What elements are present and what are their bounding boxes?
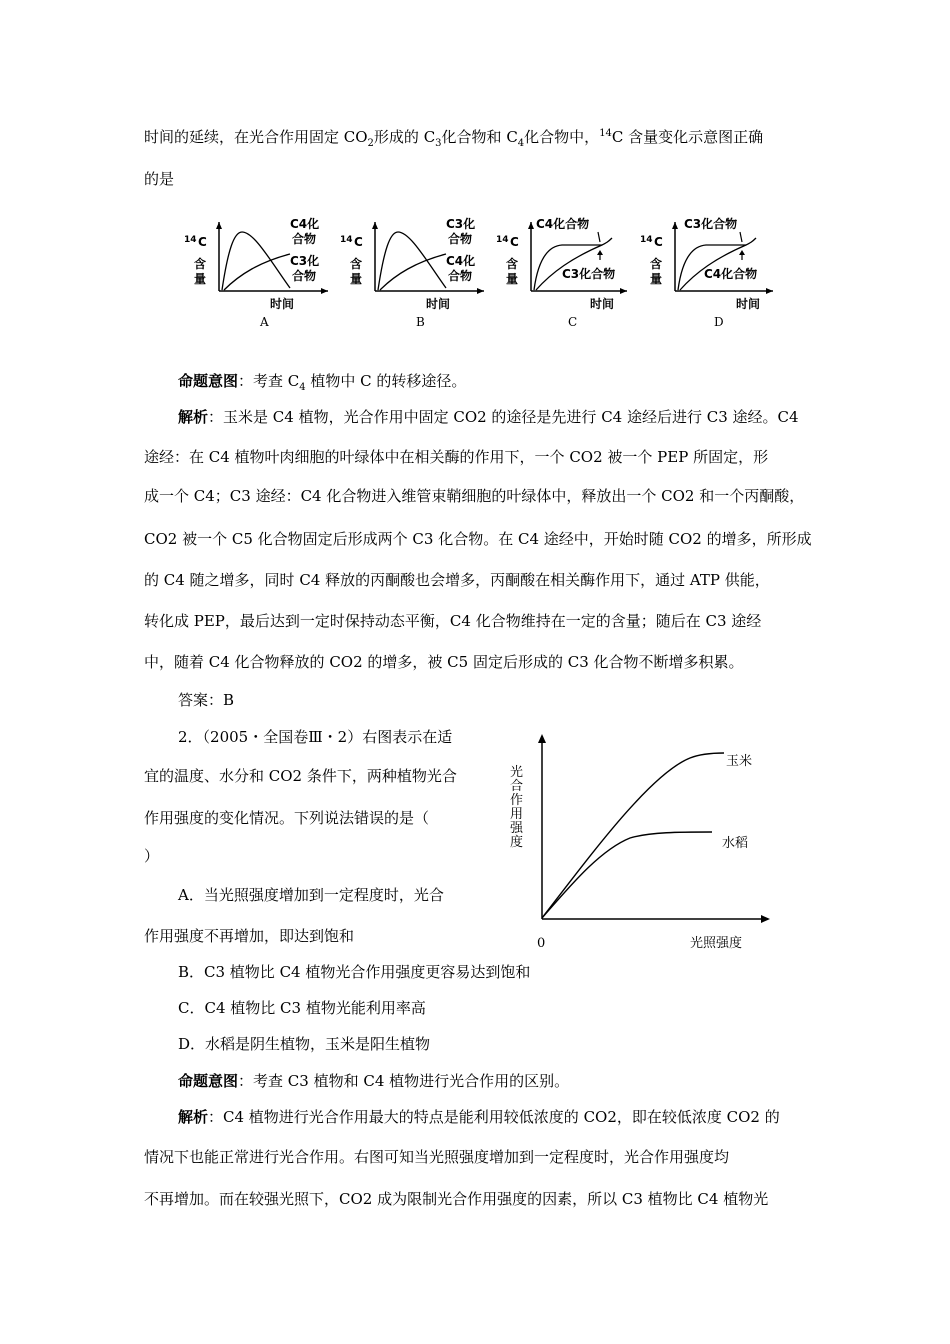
mini-graphs — [180, 210, 780, 335]
mini-b-top-1: C3化 — [446, 217, 476, 231]
mini-d-letter: D — [714, 315, 724, 329]
mini-a-top-2: 合物 — [292, 232, 317, 246]
ylabel-1: 光 — [510, 765, 524, 780]
mini-a-bot-1: C3化 — [290, 254, 320, 268]
analysis-1-line-5: 的 C4 随之增多，同时 C4 释放的丙酮酸也会增多，丙酮酸在相关酶作用下，通过 ATP 供能， — [144, 571, 770, 589]
series-rice-curve — [542, 832, 712, 918]
svg-text:14: 14 — [496, 235, 509, 245]
svg-text:时间: 时间 — [736, 297, 761, 311]
svg-text:时间: 时间 — [426, 297, 451, 311]
mini-a-bot-2: 合物 — [292, 269, 317, 283]
mini-a-xlabel: 时间 — [270, 297, 295, 311]
ylabel-2: 合 — [510, 779, 524, 794]
mini-a-letter: A — [260, 315, 269, 329]
mini-c-bot: C3化合物 — [562, 267, 616, 281]
analysis-1-line-7: 中，随着 C4 化合物释放的 CO2 的增多，被 C5 固定后形成的 C3 化合物不断增多积累。 — [144, 653, 744, 671]
analysis-1-line-6: 转化成 PEP，最后达到一定时保持动态平衡，C4 化合物维持在一定的含量；随后在 C3 途经 — [144, 612, 762, 630]
analysis-1-line-1: 解析：玉米是 C4 植物，光合作用中固定 CO2 的途径是先进行 C4 途经后进行 C3 途经。C4 — [178, 408, 799, 426]
series-corn-curve — [542, 753, 724, 918]
mini-graph-c — [496, 216, 627, 329]
series-rice-label: 水稻 — [722, 836, 749, 851]
mini-b-bot-1: C4化 — [446, 254, 476, 268]
analysis-2-line-3: 不再增加。而在较强光照下，CO2 成为限制光合作用强度的因素，所以 C3 植物比 C4 植物光 — [144, 1190, 769, 1208]
ylabel-5: 强 — [510, 821, 524, 836]
svg-text:C: C — [510, 235, 519, 249]
answer-1: 答案：B — [178, 691, 235, 709]
ylabel-6: 度 — [510, 835, 524, 850]
mini-b-top-2: 合物 — [448, 232, 473, 246]
svg-text:14: 14 — [340, 235, 353, 245]
svg-text:含: 含 — [650, 257, 663, 271]
mini-axis-liang: 量 — [194, 272, 207, 286]
q2-line-2: 宜的温度、水分和 CO2 条件下，两种植物光合 — [144, 767, 457, 785]
q2-option-b: B．C3 植物比 C4 植物光合作用强度更容易达到饱和 — [178, 963, 531, 981]
series-corn-label: 玉米 — [726, 754, 753, 769]
mini-axis-c: C — [198, 235, 207, 249]
analysis-1-line-4: CO2 被一个 C5 化合物固定后形成两个 C3 化合物。在 C4 途经中，开始时随 CO2 的增多，所形成 — [144, 530, 812, 548]
ylabel-3: 作 — [510, 793, 524, 808]
q2-option-a-2: 作用强度不再增加，即达到饱和 — [144, 927, 355, 945]
svg-text:含: 含 — [506, 257, 519, 271]
q1-line-2: 的是 — [144, 170, 175, 188]
mini-axis-han: 含 — [194, 257, 207, 271]
mini-graph-b — [340, 216, 484, 329]
light-intensity-graph — [500, 726, 790, 956]
svg-text:C: C — [654, 235, 663, 249]
svg-text:量: 量 — [506, 272, 519, 286]
analysis-2-line-2: 情况下也能正常进行光合作用。右图可知当光照强度增加到一定程度时，光合作用强度均 — [144, 1148, 730, 1166]
q1-line-1: 时间的延续，在光合作用固定 $CO_2$形成的 $C_3$化合物和 $C_4$化合物中，$^{14}$C 含量变化示意图正确 — [144, 128, 764, 149]
q2-option-d: D．水稻是阴生植物，玉米是阳生植物 — [178, 1035, 431, 1053]
q2-option-a-1: A．当光照强度增加到一定程度时，光合 — [178, 886, 444, 904]
svg-text:C: C — [354, 235, 363, 249]
svg-text:量: 量 — [650, 272, 663, 286]
svg-text:14: 14 — [640, 235, 653, 245]
mini-c-letter: C — [568, 315, 578, 329]
svg-text:量: 量 — [350, 272, 363, 286]
analysis-1-line-3: 成一个 C4；C3 途经：C4 化合物进入维管束鞘细胞的叶绿体中，释放出一个 CO2 和一个丙酮酸， — [144, 487, 805, 505]
ylabel-4: 用 — [510, 807, 524, 822]
mini-c-top: C4化合物 — [536, 217, 590, 231]
mini-d-top: C3化合物 — [684, 217, 738, 231]
mini-d-bot: C4化合物 — [704, 267, 758, 281]
xlabel: 光照强度 — [690, 936, 743, 951]
q2-line-4: ） — [144, 847, 160, 865]
intent-2: 命题意图：考查 C3 植物和 C4 植物进行光合作用的区别。 — [178, 1072, 570, 1090]
mini-a-top-1: C4化 — [290, 217, 320, 231]
mini-graph-d — [640, 216, 773, 329]
intent-1: 命题意图：考查 $C_4$ 植物中 C 的转移途径。 — [178, 372, 467, 393]
q2-line-3: 作用强度的变化情况。下列说法错误的是（ — [144, 809, 430, 827]
svg-text:时间: 时间 — [590, 297, 615, 311]
q2-option-c: C．C4 植物比 C3 植物光能利用率高 — [178, 999, 426, 1017]
mini-b-letter: B — [416, 315, 425, 329]
mini-axis-14: 14 — [184, 235, 197, 245]
svg-text:含: 含 — [350, 257, 363, 271]
origin-label: 0 — [537, 936, 546, 951]
analysis-2-line-1: 解析：C4 植物进行光合作用最大的特点是能利用较低浓度的 CO2，即在较低浓度 CO2 的 — [178, 1108, 780, 1126]
mini-graph-a — [184, 216, 328, 329]
q2-line-1: 2．（2005・全国卷Ⅲ・2）右图表示在适 — [178, 728, 453, 746]
mini-b-bot-2: 合物 — [448, 269, 473, 283]
analysis-1-line-2: 途经：在 C4 植物叶肉细胞的叶绿体中在相关酶的作用下，一个 CO2 被一个 PEP 所固定，形 — [144, 448, 769, 466]
